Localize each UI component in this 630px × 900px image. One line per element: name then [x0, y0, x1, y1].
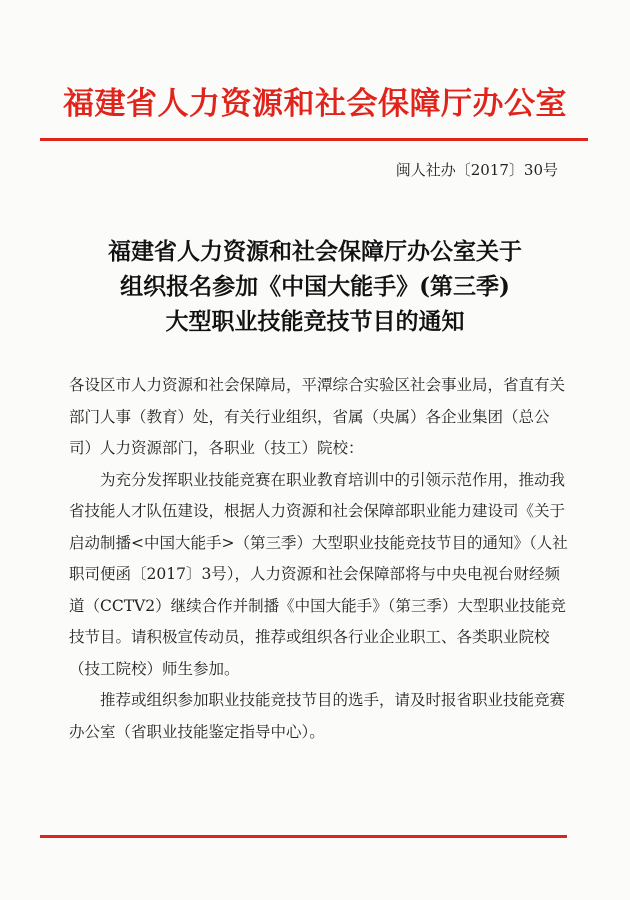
- document-body: [69, 370, 568, 748]
- body-paragraph: 为充分发挥职业技能竞赛在职业教育培训中的引领示范作用，推动我省技能人才队伍建设，根据人力资源和社会保障部职业能力建设司《关于启动制播<中国大能手>（第三季）大型职业技能竞技节目的通知》（人社职司便函〔2017〕3号），人力资源和社会保障部将与中央电视台财经频道（CCTV2）继续合作并制播《中国大能手》（第三季）大型职业技能竞技节目。请积极宣传动员，推荐或组织各行业企业职工、各类职业院校（技工院校）师生参加。: [69, 470, 568, 678]
- letterhead-red-rule: [40, 138, 588, 141]
- document-title: [60, 234, 570, 339]
- title-line: 大型职业技能竞技节目的通知: [165, 308, 465, 335]
- document-number: 闽人社办〔2017〕30号: [395, 161, 558, 179]
- footer-red-rule: [40, 835, 567, 838]
- salutation: 各设区市人力资源和社会保障局，平潭综合实验区社会事业局，省直有关部门人事（教育）处，有关行业组织，省属（央属）各企业集团（总公司）人力资源部门，各职业（技工）院校：: [69, 376, 566, 457]
- title-line: 福建省人力资源和社会保障厅办公室关于: [108, 238, 522, 265]
- title-line: 组织报名参加《中国大能手》(第三季): [120, 273, 510, 300]
- letterhead-title: 福建省人力资源和社会保障厅办公室: [63, 86, 567, 122]
- body-paragraph: 推荐或组织参加职业技能竞技节目的选手，请及时报省职业技能竞赛办公室（省职业技能鉴定指导中心）。: [69, 691, 566, 741]
